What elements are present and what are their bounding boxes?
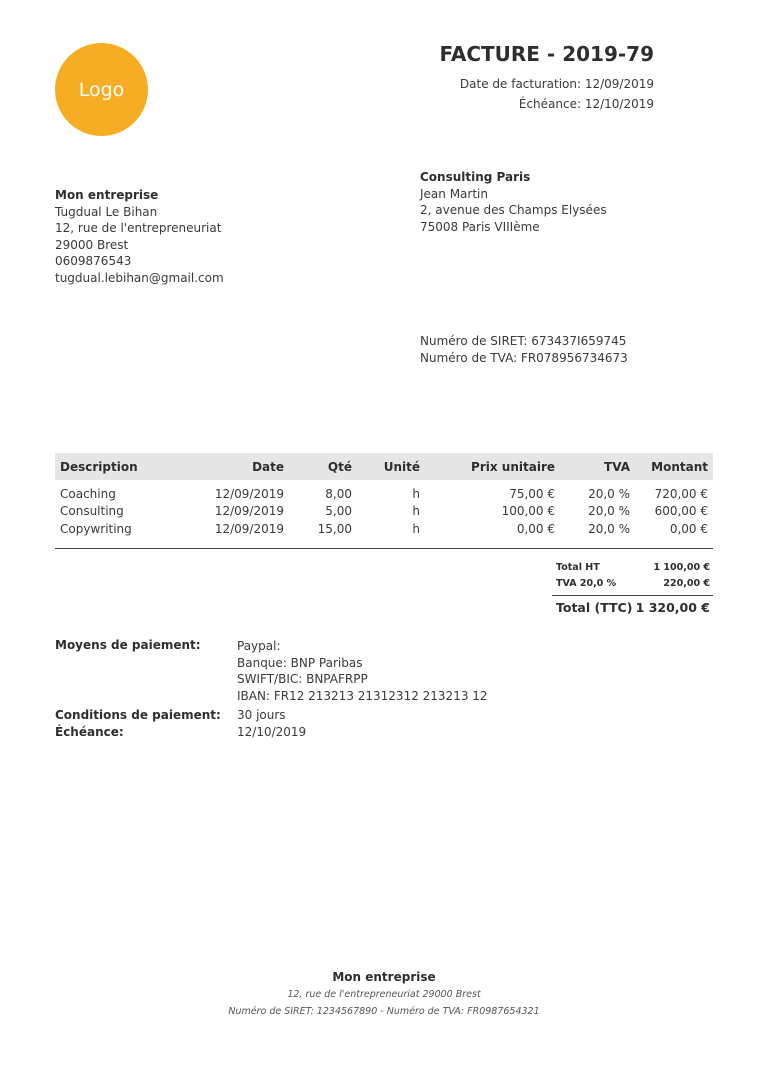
payment-conditions-value: 30 jours — [237, 708, 286, 722]
payment-due-value: 12/10/2019 — [237, 725, 307, 739]
table-row — [55, 503, 713, 521]
client-siret: Numéro de SIRET: 673437I659745 — [420, 334, 627, 348]
footer-address: 12, rue de l'entrepreneuriat 29000 Brest — [287, 989, 481, 1000]
payment-conditions-label: Conditions de paiement: — [55, 708, 221, 722]
cell-amount: 600,00 € — [654, 504, 708, 519]
seller-name: Mon entreprise — [55, 188, 159, 202]
cell-tva: 20,0 % — [588, 521, 630, 536]
client-name: Consulting Paris — [420, 170, 531, 184]
cell-unit: h — [412, 486, 420, 501]
payment-method-swift: SWIFT/BIC: BNPAFRPP — [237, 672, 368, 686]
cell-date: 12/09/2019 — [214, 504, 284, 519]
col-header-unit: Unité — [383, 459, 420, 474]
seller-address-block — [55, 187, 224, 286]
invoice-due-date: Échéance: 12/10/2019 — [518, 97, 654, 111]
payment-method-bank: Banque: BNP Paribas — [237, 655, 363, 670]
table-header-row — [55, 453, 713, 480]
cell-qty: 8,00 — [325, 486, 352, 501]
payment-methods-label: Moyens de paiement: — [55, 638, 201, 652]
cell-unit-price: 0,00 € — [516, 521, 555, 536]
total-tva-label: TVA 20,0 % — [556, 578, 617, 589]
col-header-description: Description — [60, 459, 138, 474]
col-header-qty: Qté — [327, 459, 352, 474]
col-header-amount: Montant — [651, 459, 708, 474]
company-logo — [55, 43, 148, 136]
total-tva-value: 220,00 € — [663, 578, 710, 589]
col-header-date: Date — [252, 459, 284, 474]
cell-qty: 15,00 — [317, 521, 352, 536]
cell-unit-price: 75,00 € — [509, 486, 555, 501]
cell-qty: 5,00 — [325, 504, 352, 519]
payment-due-label: Échéance: — [55, 725, 124, 739]
table-row — [55, 520, 713, 538]
client-contact-name: Jean Martin — [420, 186, 488, 201]
client-city: 75008 Paris VIIIème — [420, 219, 540, 234]
seller-phone: 0609876543 — [55, 254, 132, 268]
col-header-unit-price: Prix unitaire — [471, 459, 555, 474]
total-ttc-label: Total (TTC) — [556, 600, 633, 615]
cell-description: Consulting — [60, 504, 124, 519]
cell-amount: 0,00 € — [669, 521, 708, 536]
table-bottom-divider — [55, 548, 713, 549]
cell-unit-price: 100,00 € — [501, 504, 555, 519]
cell-date: 12/09/2019 — [214, 486, 284, 501]
totals-divider — [552, 595, 713, 596]
client-tva: Numéro de TVA: FR078956734673 — [420, 350, 628, 365]
invoice-title: FACTURE - 2019-79 — [439, 42, 654, 66]
invoice-items-table — [55, 453, 713, 538]
cell-unit: h — [412, 504, 420, 519]
payment-method-iban: IBAN: FR12 213213 21312312 213213 12 — [237, 688, 488, 703]
invoice-date: Date de facturation: 12/09/2019 — [459, 77, 654, 91]
footer-ids: Numéro de SIRET: 1234567890 - Numéro de TVA: FR0987654321 — [228, 1006, 540, 1017]
logo-label: Logo — [78, 78, 125, 101]
cell-unit: h — [412, 521, 420, 536]
cell-date: 12/09/2019 — [214, 521, 284, 536]
seller-email: tugdual.lebihan@gmail.com — [55, 270, 224, 285]
cell-tva: 20,0 % — [588, 486, 630, 501]
payment-method-paypal: Paypal: — [237, 639, 281, 653]
seller-city: 29000 Brest — [55, 237, 129, 252]
cell-description: Copywriting — [60, 521, 132, 536]
cell-tva: 20,0 % — [588, 504, 630, 519]
total-ht-value: 1 100,00 € — [653, 562, 710, 573]
cell-amount: 720,00 € — [654, 486, 708, 501]
seller-contact-name: Tugdual Le Bihan — [55, 204, 158, 219]
client-street: 2, avenue des Champs Elysées — [420, 203, 607, 217]
total-ht-label: Total HT — [556, 562, 600, 573]
client-ids-block — [420, 333, 628, 366]
total-ttc-value: 1 320,00 € — [635, 600, 710, 615]
seller-street: 12, rue de l'entrepreneuriat — [55, 221, 222, 235]
footer-company-name: Mon entreprise — [332, 970, 436, 984]
payment-methods-list — [237, 638, 488, 704]
table-row — [55, 480, 713, 503]
col-header-tva: TVA — [604, 459, 630, 474]
cell-description: Coaching — [60, 486, 116, 501]
client-address-block — [420, 169, 607, 235]
